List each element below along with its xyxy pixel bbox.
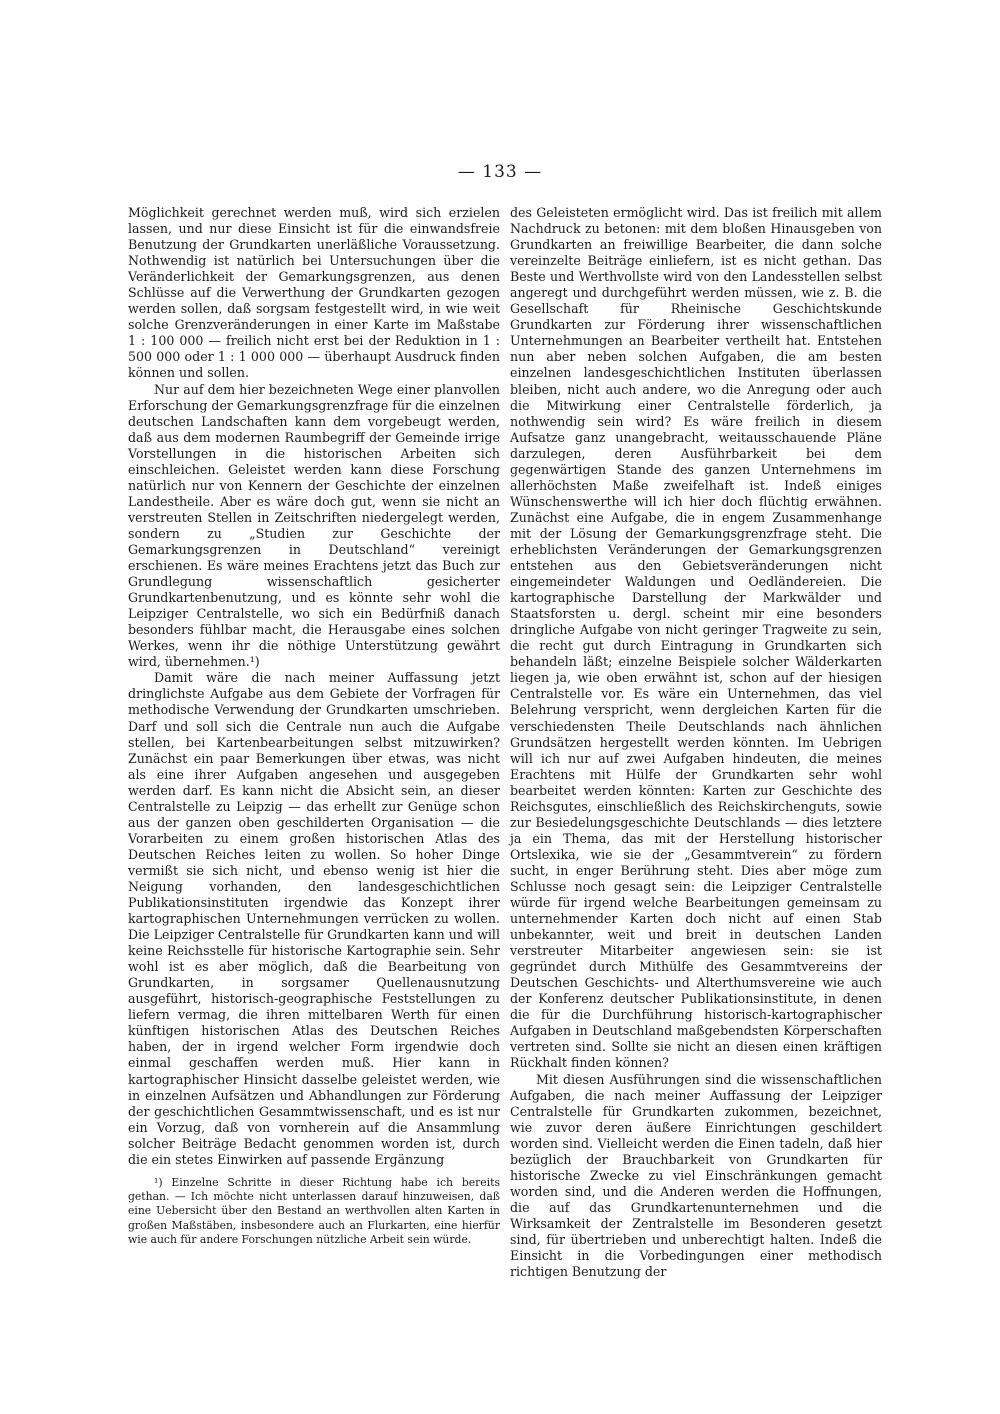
- footnote: ¹) Einzelne Schritte in dieser Richtung habe ich bereits gethan. — Ich möchte nicht unterlassen darauf hinzuweisen, daß eine Uebersicht über den Bestand an werthvollen alten Karten in großen Maßstäben, insbesondere auch an Flurkarten, eine hierfür wie auch für andere Forschungen nützliche Arbeit sein würde.: [128, 1175, 500, 1246]
- right-column: [510, 205, 882, 1280]
- left-paragraph-1: Möglichkeit gerechnet werden muß, wird sich erzielen lassen, und nur diese Einsicht ist für die einwandsfreie Benutzung der Grundkarten unerläßliche Voraussetzung. Nothwendig ist natürlich bei Untersuchungen über die Veränderlichkeit der Gemarkungsgrenzen, aus denen Schlüsse auf die Verwerthung der Grundkarten gezogen werden sollen, daß sorgsam festgestellt wird, in wie weit solche Grenzveränderungen in einer Karte im Maßstabe 1 : 100 000 — freilich nicht erst bei der Reduktion in 1 : 500 000 oder 1 : 1 000 000 — überhaupt Ausdruck finden können und sollen.: [128, 205, 500, 381]
- left-paragraph-3: Damit wäre die nach meiner Auffassung jetzt dringlichste Aufgabe aus dem Gebiete der Vorfragen für methodische Verwendung der Grundkarten umschrieben. Darf und soll sich die Centrale nun auch die Aufgabe stellen, bei Kartenbearbeitungen selbst mitzuwirken? Zunächst ein paar Bemerkungen über etwas, was nicht als eine ihrer Aufgaben angesehen und ausgegeben werden darf. Es kann nicht die Absicht sein, an dieser Centralstelle zu Leipzig — das erhellt zur Genüge schon aus der ganzen oben geschilderten Organisation — die Vorarbeiten zu einem großen historischen Atlas des Deutschen Reiches leiten zu wollen. So hoher Dinge vermißt sie sich nicht, und ebenso wenig ist hier die Neigung vorhanden, den landesgeschichtlichen Publikationsinstituten irgendwie das Konzept ihrer kartographischen Unternehmungen verrücken zu wollen. Die Leipziger Centralstelle für Grundkarten kann und will keine Reichsstelle für historische Kartographie sein. Sehr wohl ist es aber möglich, daß die Bearbeitung von Grundkarten, in sorgsamer Quellenausnutzung ausgeführt, historisch-geographische Feststellungen zu liefern vermag, die ihren mittelbaren Werth für einen künftigen historischen Atlas des Deutschen Reiches haben, der in irgend welcher Form irgendwie doch einmal geschaffen werden muß. Hier kann in kartographischer Hinsicht dasselbe geleistet werden, wie in einzelnen Aufsätzen und Abhandlungen zur Förderung der geschichtlichen Gesammtwissenschaft, und es ist nur ein Vorzug, daß von vornherein auf die Ansammlung solcher Beiträge Bedacht genommen worden ist, durch die ein stetes Einwirken auf passende Ergänzung: [128, 670, 500, 1167]
- left-paragraph-2: Nur auf dem hier bezeichneten Wege einer planvollen Erforschung der Gemarkungsgrenzfrage für die einzelnen deutschen Landschaften kann dem vorgebeugt werden, daß aus dem modernen Raumbegriff der Gemeinde irrige Vorstellungen in die historischen Arbeiten sich einschleichen. Geleistet werden kann diese Forschung natürlich nur von Kennern der Geschichte der einzelnen Landestheile. Aber es wäre doch gut, wenn sie nicht an verstreuten Stellen in Zeitschriften niedergelegt werden, sondern zu „Studien zur Geschichte der Gemarkungsgrenzen in Deutschland“ vereinigt erschienen. Es wäre meines Erachtens jetzt das Buch zur Grundlegung wissenschaftlich gesicherter Grundkartenbenutzung, und es könnte sehr wohl die Leipziger Centralstelle, wo sich ein Bedürfniß danach besonders fühlbar macht, die Herausgabe eines solchen Werkes, wenn ihr die nöthige Unterstützung gewährt wird, übernehmen.¹): [128, 381, 501, 670]
- right-paragraph-1: des Geleisteten ermöglicht wird. Das ist freilich mit allem Nachdruck zu betonen: mit dem bloßen Hinausgeben von Grundkarten an freiwillige Bearbeiter, die dann solche vereinzelte Beiträge einliefern, ist es nicht gethan. Das Beste und Werthvollste wird von den Landesstellen selbst angeregt und durchgeführt werden müssen, wie z. B. die Gesellschaft für Rheinische Geschichtskunde Grundkarten zur Förderung ihrer wissenschaftlichen Unternehmungen an Bearbeiter vertheilt hat. Entstehen nun aber neben solchen Aufgaben, die am besten einzelnen landesgeschichtlichen Instituten überlassen bleiben, nicht auch andere, wo die Anregung oder auch die Mitwirkung einer Centralstelle förderlich, ja nothwendig sein wird? Es wäre freilich in diesem Aufsatze ganz unangebracht, weitausschauende Pläne darzulegen, deren Ausführbarkeit bei dem gegenwärtigen Stande des ganzen Unternehmens im allerhöchsten Maße zweifelhaft ist. Indeß einiges Wünschenswerthe will ich hier doch flüchtig erwähnen. Zunächst eine Aufgabe, die in engem Zusammenhange mit der Lösung der Gemarkungsgrenzfrage steht. Die erheblichsten Veränderungen der Gemarkungsgrenzen entstehen aus den Gebietsveränderungen nicht eingemeindeter Waldungen und Oedländereien. Die kartographische Darstellung der Markwälder und Staatsforsten u. dergl. scheint mir eine besonders dringliche Aufgabe von nicht geringer Tragweite zu sein, die recht gut durch Eintragung in Grundkarten sich behandeln läßt; einzelne Beispiele solcher Wälderkarten liegen ja, wie oben erwähnt ist, schon auf der hiesigen Centralstelle vor. Es wäre ein Unternehmen, das viel Belehrung verspricht, wenn dergleichen Karten für die verschiedensten Theile Deutschlands nach ähnlichen Grundsätzen hergestellt werden könnten. Im Uebrigen will ich nur auf zwei Aufgaben hindeuten, die meines Erachtens mit Hülfe der Grundkarten sehr wohl bearbeitet werden könnten: Karten zur Geschichte des Reichsgutes, einschließlich des Reichskirchenguts, sowie zur Besiedelungsgeschichte Deutschlands — dies letztere ja ein Thema, das mit der Herstellung historischer Ortslexika, wie sie der „Gesammtverein“ zu fördern sucht, in enger Berührung steht. Dies aber möge zum Schlusse noch gesagt sein: die Leipziger Centralstelle würde für irgend welche Bearbeitungen gemeinsam zu unternehmender Karten doch nicht auf einen Stab unbekannter, weit und breit in deutschen Landen verstreuter Mitarbeiter angewiesen sein: sie ist gegründet durch Mithülfe des Gesammtvereins der Deutschen Geschichts- und Alterthumsvereine wie auch der Konferenz deutscher Publikationsinstitute, in denen die für die Durchführung historisch-kartographischer Aufgaben in Deutschland maßgebendsten Körperschaften vertreten sind. Sollte sie nicht an diesen einen kräftigen Rückhalt finden können?: [510, 205, 882, 1071]
- left-column: [128, 205, 500, 1258]
- right-paragraph-2: Mit diesen Ausführungen sind die wissenschaftlichen Aufgaben, die nach meiner Auffassung der Leipziger Centralstelle für Grundkarten zukommen, bezeichnet, wie zuvor deren äußere Einrichtungen geschildert worden sind. Vielleicht werden die Einen tadeln, daß hier bezüglich der Brauchbarkeit von Grundkarten für historische Zwecke zu viel Einschränkungen gemacht worden sind, und die Anderen werden die Hoffnungen, die auf das Grundkartenunternehmen und die Wirksamkeit der Zentralstelle im Besonderen gesetzt sind, für übertrieben und unberechtigt halten. Indeß die Einsicht in die Vorbedingungen einer methodisch richtigen Benutzung der: [510, 1071, 882, 1280]
- page-number: — 133 —: [457, 162, 543, 182]
